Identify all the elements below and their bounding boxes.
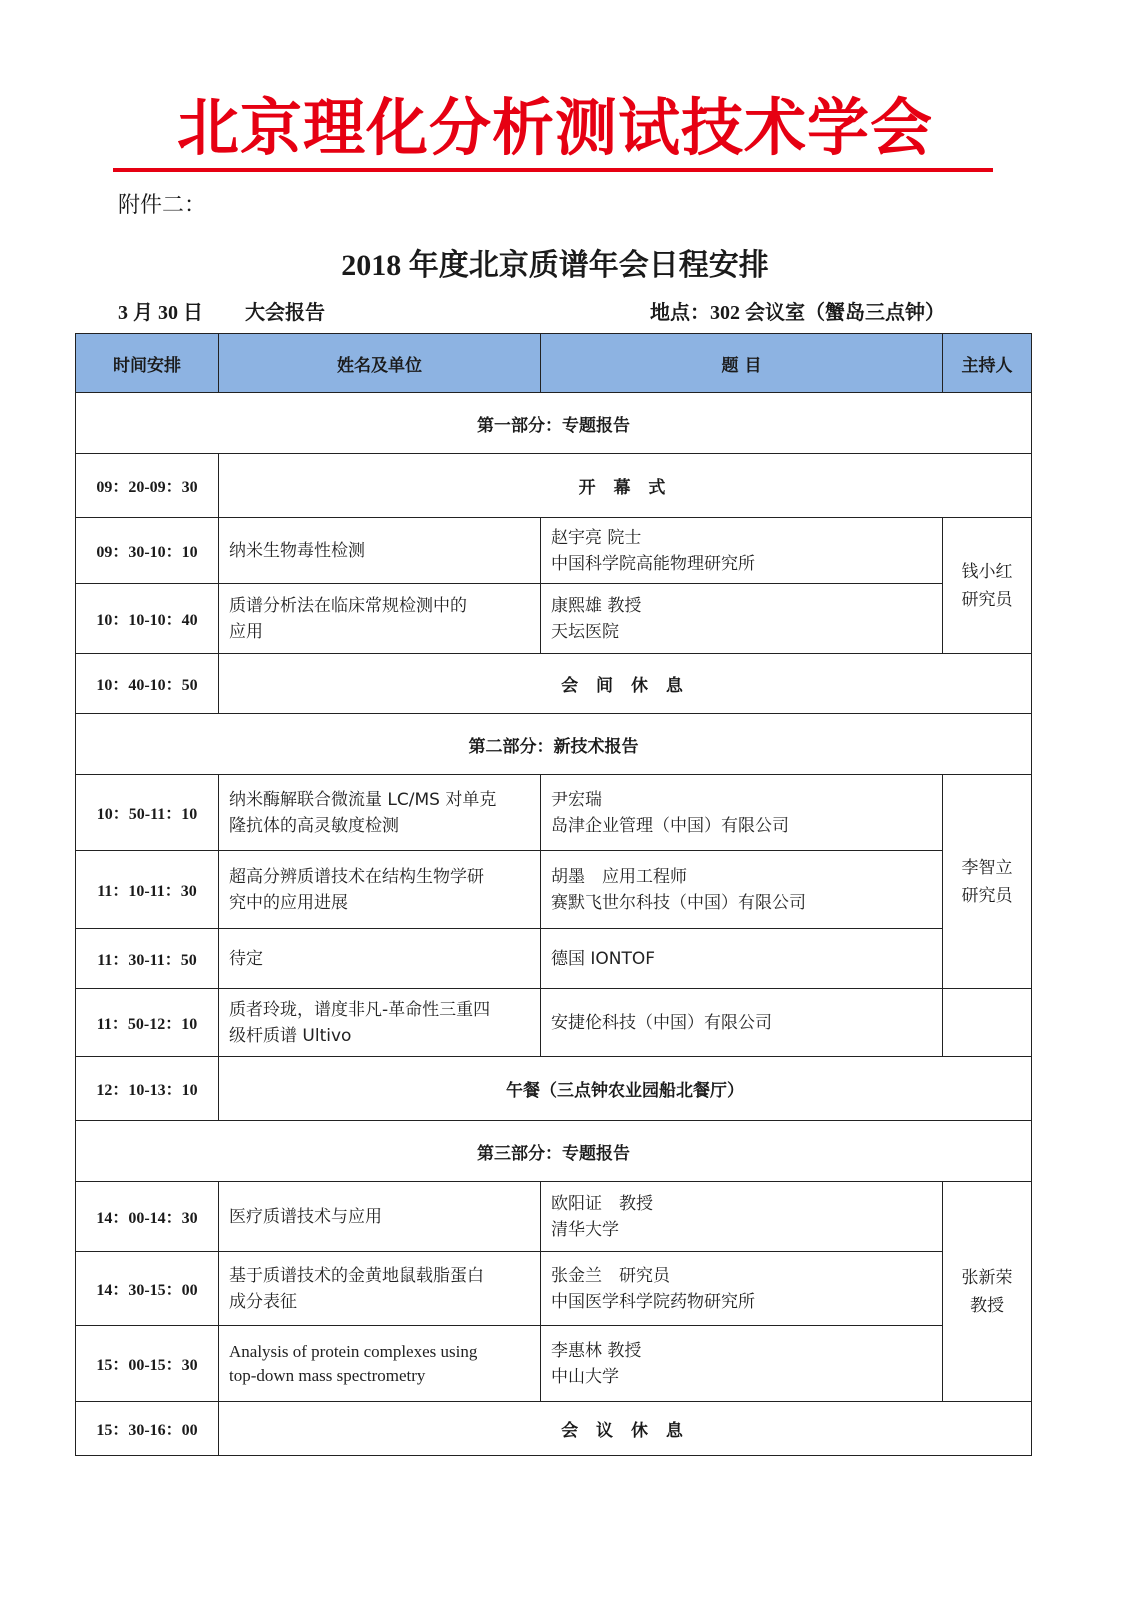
speaker-cell: 李惠林 教授 中山大学 (541, 1326, 943, 1402)
host-cell-empty (943, 989, 1032, 1057)
topic-cell: 基于质谱技术的金黄地鼠载脂蛋白 成分表征 (219, 1252, 541, 1326)
header-name-affiliation: 姓名及单位 (219, 334, 541, 393)
section-row (76, 714, 1032, 775)
attachment-label: 附件二： (118, 193, 207, 218)
speaker-cell: 德国 IONTOF (541, 929, 943, 989)
session-type: 大会报告 (245, 302, 325, 324)
table-row (76, 454, 1032, 518)
table-row (76, 929, 1032, 989)
table-row (76, 654, 1032, 714)
table-row (76, 775, 1032, 851)
speaker-cell: 尹宏瑞 岛津企业管理（中国）有限公司 (541, 775, 943, 851)
time-cell: 15：00-15：30 (76, 1326, 219, 1402)
section-title: 第三部分：专题报告 (76, 1121, 1032, 1182)
time-cell: 10：50-11：10 (76, 775, 219, 851)
event-cell: 会 间 休 息 (219, 654, 1032, 714)
session-date: 3 月 30 日 (118, 302, 203, 324)
table-row (76, 1057, 1032, 1121)
schedule-table (75, 333, 1032, 1456)
topic-cell: 医疗质谱技术与应用 (219, 1182, 541, 1252)
table-row (76, 851, 1032, 929)
section-row (76, 393, 1032, 454)
event-cell: 午餐（三点钟农业园船北餐厅） (219, 1057, 1032, 1121)
topic-cell: 质谱分析法在临床常规检测中的 应用 (219, 584, 541, 654)
time-cell: 12：10-13：10 (76, 1057, 219, 1121)
speaker-cell: 安捷伦科技（中国）有限公司 (541, 989, 943, 1057)
table-row (76, 1182, 1032, 1252)
section-title: 第一部分：专题报告 (76, 393, 1032, 454)
host-cell: 张新荣 教授 (943, 1182, 1032, 1402)
session-location: 地点：302 会议室（蟹岛三点钟） (650, 302, 945, 324)
topic-cell: 纳米生物毒性检测 (219, 518, 541, 584)
section-title: 第二部分：新技术报告 (76, 714, 1032, 775)
host-cell: 李智立 研究员 (943, 775, 1032, 989)
time-cell: 14：00-14：30 (76, 1182, 219, 1252)
table-row (76, 584, 1032, 654)
speaker-cell: 胡墨 应用工程师 赛默飞世尔科技（中国）有限公司 (541, 851, 943, 929)
section-row (76, 1121, 1032, 1182)
topic-cell: 质者玲珑，谱度非凡-革命性三重四 级杆质谱 Ultivo (219, 989, 541, 1057)
topic-cell: 待定 (219, 929, 541, 989)
speaker-cell: 欧阳证 教授 清华大学 (541, 1182, 943, 1252)
time-cell: 10：10-10：40 (76, 584, 219, 654)
table-row (76, 1252, 1032, 1326)
table-row (76, 1326, 1032, 1402)
header-time: 时间安排 (76, 334, 219, 393)
host-cell: 钱小红 研究员 (943, 518, 1032, 654)
header-host: 主持人 (943, 334, 1032, 393)
time-cell: 09：30-10：10 (76, 518, 219, 584)
red-divider (113, 168, 993, 172)
table-row (76, 989, 1032, 1057)
table-header-row (76, 334, 1032, 393)
event-cell: 会 议 休 息 (219, 1402, 1032, 1456)
time-cell: 15：30-16：00 (76, 1402, 219, 1456)
header-topic: 题 目 (541, 334, 943, 393)
time-cell: 14：30-15：00 (76, 1252, 219, 1326)
document-title: 2018 年度北京质谱年会日程安排 (341, 249, 769, 282)
table-row (76, 518, 1032, 584)
time-cell: 11：10-11：30 (76, 851, 219, 929)
speaker-cell: 张金兰 研究员 中国医学科学院药物研究所 (541, 1252, 943, 1326)
time-cell: 09：20-09：30 (76, 454, 219, 518)
table-row (76, 1402, 1032, 1456)
time-cell: 10：40-10：50 (76, 654, 219, 714)
time-cell: 11：50-12：10 (76, 989, 219, 1057)
topic-cell: 纳米酶解联合微流量 LC/MS 对单克 隆抗体的高灵敏度检测 (219, 775, 541, 851)
topic-cell: 超高分辨质谱技术在结构生物学研 究中的应用进展 (219, 851, 541, 929)
topic-cell: Analysis of protein complexes using top-down mass spectrometry (219, 1326, 541, 1402)
organization-title: 北京理化分析测试技术学会 (176, 91, 933, 164)
speaker-cell: 康熙雄 教授 天坛医院 (541, 584, 943, 654)
event-cell: 开 幕 式 (219, 454, 1032, 518)
speaker-cell: 赵宇亮 院士 中国科学院高能物理研究所 (541, 518, 943, 584)
time-cell: 11：30-11：50 (76, 929, 219, 989)
